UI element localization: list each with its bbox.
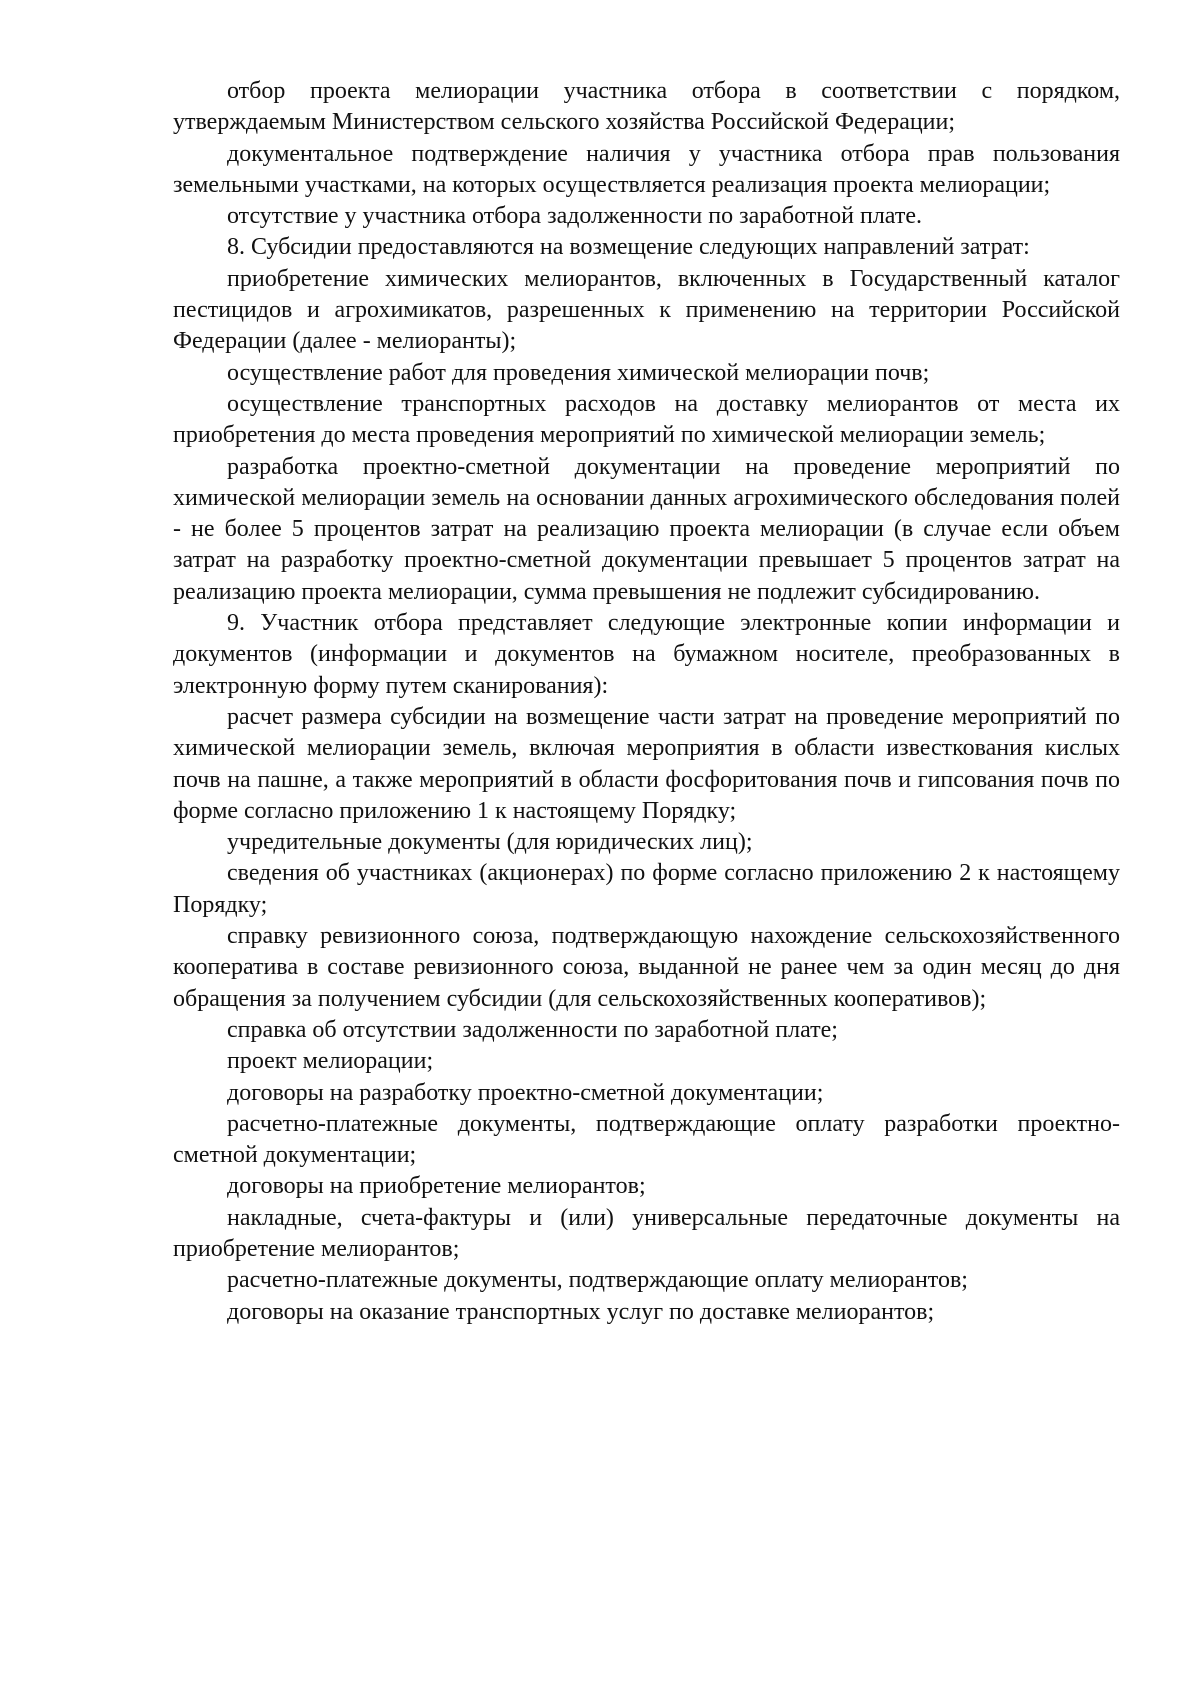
paragraph: проект мелиорации; bbox=[227, 1048, 434, 1075]
paragraph: учредительные документы (для юридических лиц); bbox=[227, 829, 753, 856]
paragraph: документальное подтверждение наличия у участника отбора прав пользования земельными участками, на которых осуществляется реализация проекта мелиорации; bbox=[173, 140, 1120, 198]
paragraph: отсутствие у участника отбора задолженности по заработной плате. bbox=[227, 203, 922, 230]
paragraph: договоры на разработку проектно-сметной документации; bbox=[227, 1079, 824, 1106]
section-9-paragraph: 9. Участник отбора представляет следующие электронные копии информации и документов (информации и документов на бумажном носителе, преобразованных в электронную форму путем сканирования): bbox=[173, 610, 1120, 699]
paragraph: сведения об участниках (акционерах) по форме согласно приложению 2 к настоящему Порядку; bbox=[173, 860, 1120, 918]
document-page bbox=[173, 76, 1120, 1328]
paragraph: разработка проектно-сметной документации на проведение мероприятий по химической мелиорации земель на основании данных агрохимического обследования полей - не более 5 процентов затрат на реализацию проекта мелиорации (в случае если объем затрат на разработку проектно-сметной документации превышает 5 процентов затрат на реализацию проекта мелиорации, сумма превышения не подлежит субсидированию. bbox=[173, 453, 1120, 605]
paragraph: расчетно-платежные документы, подтверждающие оплату мелиорантов; bbox=[227, 1267, 968, 1294]
paragraph: осуществление транспортных расходов на доставку мелиорантов от места их приобретения до места проведения мероприятий по химической мелиорации земель; bbox=[173, 390, 1120, 449]
paragraph: отбор проекта мелиорации участника отбора в соответствии с порядком, утверждаемым Министерством сельского хозяйства Российской Федерации; bbox=[173, 78, 1120, 136]
paragraph: осуществление работ для проведения химической мелиорации почв; bbox=[227, 359, 930, 386]
paragraph: справка об отсутствии задолженности по заработной плате; bbox=[227, 1016, 838, 1043]
paragraph: расчетно-платежные документы, подтверждающие оплату разработки проектно-сметной документации; bbox=[173, 1110, 1120, 1169]
paragraph: накладные, счета-фактуры и (или) универсальные передаточные документы на приобретение мелиорантов; bbox=[173, 1204, 1120, 1262]
paragraph: расчет размера субсидии на возмещение части затрат на проведение мероприятий по химической мелиорации земель, включая мероприятия в области известкования кислых почв на пашне, а также мероприятий в области фосфоритования почв и гипсования почв по форме согласно приложению 1 к настоящему Порядку; bbox=[173, 703, 1120, 824]
paragraph: справку ревизионного союза, подтверждающую нахождение сельскохозяйственного кооператива в составе ревизионного союза, выданной не ранее чем за один месяц до дня обращения за получением субсидии (для сельскохозяйственных кооперативов); bbox=[173, 923, 1120, 1012]
section-8-paragraph: 8. Субсидии предоставляются на возмещение следующих направлений затрат: bbox=[227, 234, 1030, 261]
paragraph: договоры на приобретение мелиорантов; bbox=[227, 1173, 646, 1200]
paragraph: договоры на оказание транспортных услуг по доставке мелиорантов; bbox=[227, 1298, 935, 1325]
paragraph: приобретение химических мелиорантов, включенных в Государственный каталог пестицидов и агрохимикатов, разрешенных к применению на территории Российской Федерации (далее - мелиоранты); bbox=[173, 265, 1120, 355]
